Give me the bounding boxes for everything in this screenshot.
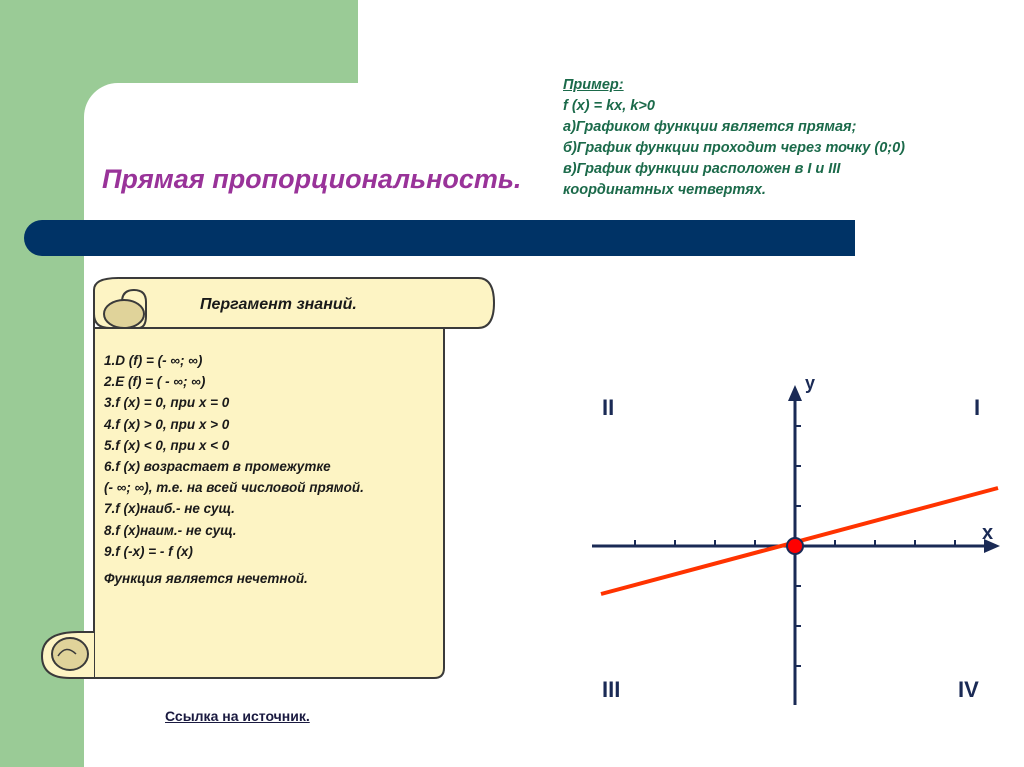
property-item: 9.f (-x) = - f (x)	[104, 543, 193, 559]
divider-bar	[24, 220, 855, 256]
origin-point	[787, 538, 803, 554]
example-line: координатных четвертях.	[563, 182, 766, 198]
property-item: 2.E (f) = ( - ∞; ∞)	[104, 374, 206, 390]
example-line: а)Графиком функции является прямая;	[563, 119, 857, 135]
source-link[interactable]: Ссылка на источник.	[165, 708, 310, 724]
property-item: 3.f (x) = 0, при x = 0	[104, 395, 230, 411]
function-graph	[580, 365, 1020, 715]
property-item: (- ∞; ∞), т.е. на всей числовой прямой.	[104, 480, 364, 496]
property-item: 1.D (f) = (- ∞; ∞)	[104, 353, 203, 368]
example-line: f (x) = kx, k>0	[563, 98, 655, 114]
slide-title: Прямая пропорциональность.	[102, 164, 522, 194]
property-item: 4.f (x) > 0, при x > 0	[104, 416, 230, 432]
quadrant-label-i: I	[974, 395, 981, 420]
property-item: 5.f (x) < 0, при x < 0	[104, 437, 230, 453]
quadrant-label-iii: III	[602, 677, 621, 702]
property-item: 7.f (x)наиб.- не сущ.	[104, 501, 235, 517]
quadrant-label-ii: II	[602, 395, 615, 420]
example-line: б)График функции проходит через точку (0;0)	[563, 140, 905, 156]
x-axis-label: x	[982, 522, 994, 544]
property-conclusion: Функция является нечетной.	[104, 571, 308, 587]
scroll-title: Пергамент знаний.	[200, 296, 357, 313]
quadrant-label-iv: IV	[958, 677, 979, 702]
property-item: 8.f (x)наим.- не сущ.	[104, 522, 237, 538]
example-heading: Пример:	[563, 77, 624, 93]
example-line: в)График функции расположен в I и III	[563, 161, 841, 177]
y-axis-label: y	[805, 373, 816, 393]
y-axis-arrow-icon	[788, 385, 802, 401]
example-block	[563, 75, 905, 201]
white-top-area	[358, 0, 1024, 84]
properties-list	[104, 350, 364, 589]
property-item: 6.f (x) возрастает в промежутке	[104, 459, 331, 475]
